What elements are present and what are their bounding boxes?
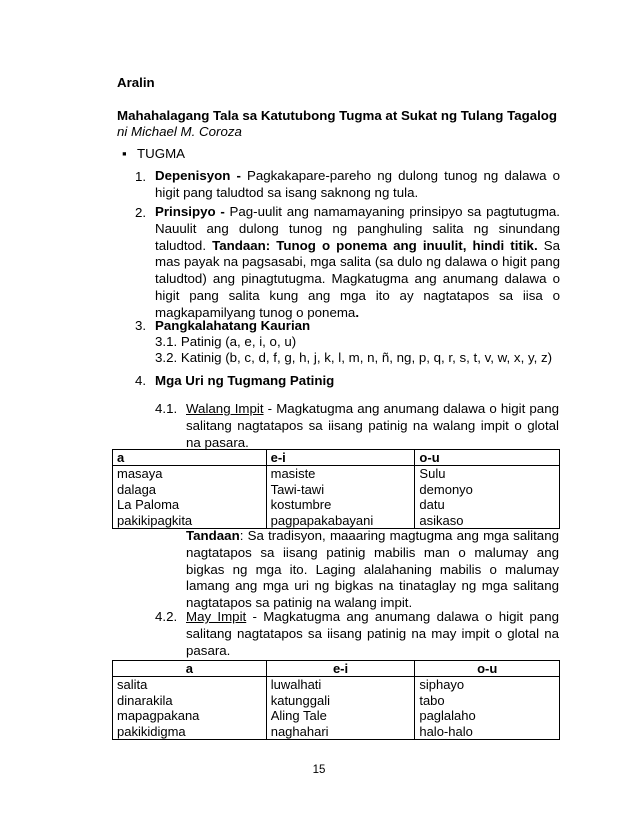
rhyme-table-walang-impit [112,449,560,529]
table-cell: pagpapakabayani [266,513,415,529]
table-cell: La Paloma [113,497,267,512]
item-end-period: . [355,304,360,320]
table-cell: pakikipagkita [113,513,267,529]
item-term: Mga Uri ng Tugmang Patinig [155,373,335,388]
table-cell: datu [415,497,560,512]
item-text: Sa mas payak na pagsasabi, mga salita (sa dulo ng dalawa o higit pang taludtod) ang pinagtutugma. Magkatugma ang anumang dalawa o higit pang salita kung ang mga ito ay nagtatapos sa iisa o magkapamilyang tunog o ponema [155,237,560,320]
table-row [113,708,560,723]
table-row [113,677,560,693]
table-cell: salita [113,677,267,693]
subitem-text: - Magkatugma ang anumang dalawa o higit pang salitang nagtatapos sa iisang patinig na walang impit o glotal na pasara. [186,401,559,450]
item-text: Pagkakapare-pareho ng dulong tunog ng dalawa o higit pang taludtod sa isang saknong ng tula. [155,168,560,200]
subitem-walang-impit [186,401,559,451]
subitem-term: Walang Impit [186,401,264,416]
table-header-row [113,661,560,677]
table-row [113,513,560,529]
item-term: Depenisyon - [155,168,241,183]
table-cell: pakikidigma [113,724,267,740]
section-heading-tugma: TUGMA [137,146,186,161]
table-row [113,497,560,512]
table-header-row [113,450,560,466]
subitem-number: 4.2. [155,609,178,624]
item-term: Pangkalahatang Kaurian [155,318,311,333]
table-header-cell: o-u [415,450,560,466]
table-cell: dinarakila [113,693,267,708]
table-cell: Aling Tale [266,708,415,723]
item-term: Prinsipyo - [155,204,225,219]
table-cell: Sulu [415,466,560,482]
subitem-term: May Impit [186,609,247,624]
item-number: 3. [135,318,147,333]
table-cell: kostumbre [266,497,415,512]
table-cell: demonyo [415,482,560,497]
bullet-square-icon: ▪ [122,146,127,161]
table-row [113,724,560,740]
table-cell: Tawi-tawi [266,482,415,497]
subitem-vowels: 3.1. Patinig (a, e, i, o, u) [155,334,297,349]
table-row [113,466,560,482]
table-header-cell: a [113,661,267,677]
table-cell: tabo [415,693,560,708]
section-label: Aralin [117,75,155,90]
item-number: 1. [135,169,147,184]
table-cell: siphayo [415,677,560,693]
table-cell: naghahari [266,724,415,740]
table-cell: halo-halo [415,724,560,740]
item-number: 2. [135,205,147,220]
note-label: Tandaan [186,528,240,543]
item-note: Tandaan: Tunog o ponema ang inuulit, hindi titik. [212,237,538,253]
table-cell: masaya [113,466,267,482]
article-title: Mahahalagang Tala sa Katutubong Tugma at Sukat ng Tulang Tagalog [117,108,558,123]
table-cell: dalaga [113,482,267,497]
subitem-may-impit [186,609,559,659]
note-text: : Sa tradisyon, maaaring magtugma ang mga salitang nagtatapos sa iisang patinig mabilis man o malumay ang bigkas ng mga ito. Laging alalahaning mabilis o malumay lamang ang mga uri ng bigkas na tinataglay ng mga salitang nagtatapos sa patinig na walang impit. [186,528,559,611]
item-number: 4. [135,373,147,388]
table-header-cell: e-i [266,450,415,466]
table-cell: katunggali [266,693,415,708]
table-header-cell: a [113,450,267,466]
table-cell: asikaso [415,513,560,529]
rhyme-table-may-impit [112,660,560,740]
table-cell: paglalaho [415,708,560,723]
subitem-text: - Magkatugma ang anumang dalawa o higit pang salitang nagtatapos sa iisang patinig na may impit o glotal na pasara. [186,609,559,658]
table-cell: luwalhati [266,677,415,693]
table-header-cell: o-u [415,661,560,677]
table-cell: mapagpakana [113,708,267,723]
subitem-consonants: 3.2. Katinig (b, c, d, f, g, h, j, k, l, m, n, ñ, ng, p, q, r, s, t, v, w, x, y, z) [155,350,553,365]
tandaan-note [186,528,559,612]
table-row [113,482,560,497]
table-header-cell: e-i [266,661,415,677]
table-row [113,693,560,708]
article-author: ni Michael M. Coroza [117,124,242,139]
table-cell: masiste [266,466,415,482]
item-text: Pag-uulit ang namamayaning prinsipyo sa pagtutugma. Nauulit ang dulong tunog ng panghuling salita ng sinundang taludtod. [155,204,560,253]
page-number: 15 [312,764,326,776]
item-definition [155,168,560,202]
item-principle [155,204,560,322]
subitem-number: 4.1. [155,401,178,416]
